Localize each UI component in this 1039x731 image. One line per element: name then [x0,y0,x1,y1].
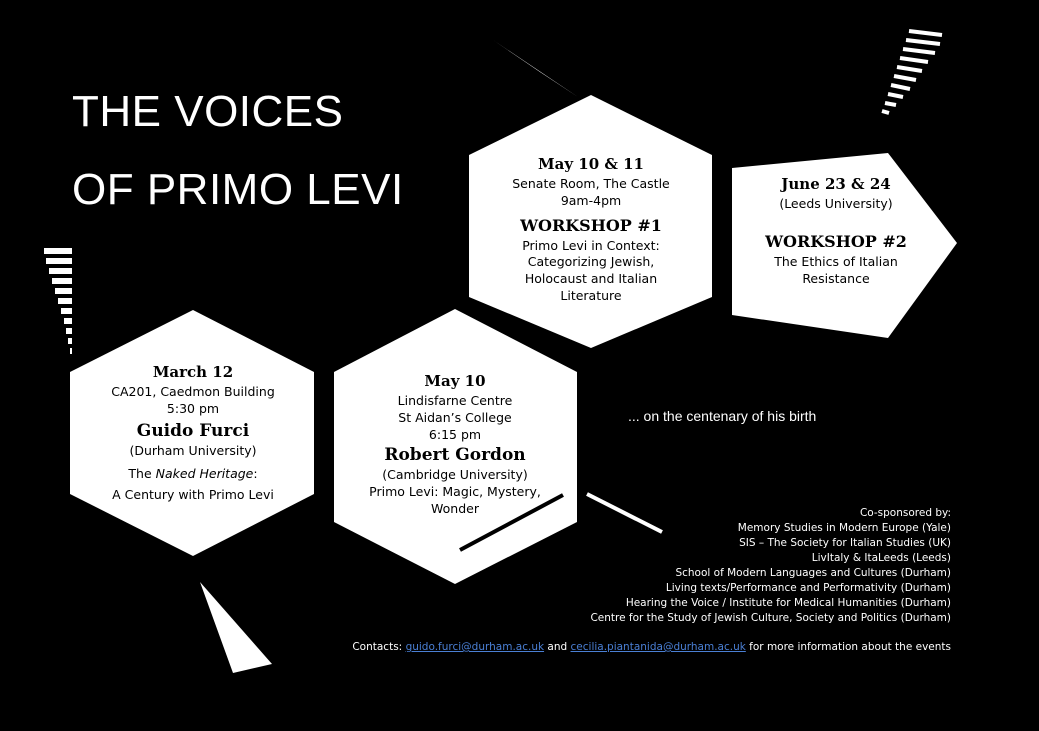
event-venue: CA201, Caedmon Building [111,384,275,400]
workshop-topic-line: Resistance [802,270,870,286]
event-workshop-1 [476,154,706,305]
cosponsor-item: Living texts/Performance and Performativity (Durham) [665,582,951,594]
event-venue-college: St Aidan’s College [398,410,512,426]
contacts-suffix: for more information about the events [749,641,951,653]
workshop-topic-line: Holocaust and Italian [524,271,658,287]
title-line-2: OF PRIMO LEVI [72,165,404,214]
cosponsor-item: Centre for the Study of Jewish Culture, Society and Politics (Durham) [590,612,951,624]
speaker-name: Robert Gordon [384,444,526,465]
event-venue: Senate Room, The Castle [512,176,670,192]
event-venue: Lindisfarne Centre [397,393,513,409]
cosponsor-item: Hearing the Voice / Institute for Medical Humanities (Durham) [625,597,951,609]
event-date: June 23 & 24 [781,175,891,193]
workshop-topic-line: Categorizing Jewish, [527,254,655,270]
tagline: ... on the centenary of his birth [628,408,817,424]
event-time: 6:15 pm [428,427,482,442]
triangle-top-pointer [493,40,578,97]
speaker-affiliation: (Cambridge University) [382,466,528,482]
speaker-affiliation: (Durham University) [129,442,257,458]
event-time: 5:30 pm [166,401,220,417]
talk-title-line-2: Wonder [431,500,479,516]
cosponsors-list [590,506,951,626]
talk-title-suffix: : [253,465,258,481]
event-date: March 12 [152,363,234,381]
contacts-line [352,641,951,653]
contacts-label: Contacts: [352,641,403,653]
striped-triangle-left [44,248,72,354]
workshop-topic-line: The Ethics of Italian [774,253,898,269]
talk-title [80,466,306,483]
workshop-title: WORKSHOP #1 [520,216,662,235]
email-link-guido[interactable]: guido.furci@durham.ac.uk [405,641,545,653]
event-may-10 [340,371,570,517]
cosponsor-item: School of Modern Languages and Cultures (Durham) [675,567,951,579]
speaker-name: Guido Furci [136,421,250,441]
event-march-12 [80,362,306,504]
striped-triangle-right [882,31,942,113]
talk-title-prefix: The [128,465,156,481]
cosponsor-item: Memory Studies in Modern Europe (Yale) [737,522,951,534]
talk-subtitle: A Century with Primo Levi [112,486,274,502]
cosponsor-item: LivItaly & ItaLeeds (Leeds) [811,552,951,564]
cosponsor-item: SIS – The Society for Italian Studies (UK) [739,537,951,549]
event-date: May 10 [424,372,486,390]
email-link-cecilia[interactable]: cecilia.piantanida@durham.ac.uk [570,641,746,653]
talk-title-italic: Naked Heritage [155,465,254,481]
workshop-topic-line: Primo Levi in Context: [522,237,660,253]
workshop-topic-line: Literature [560,288,622,304]
event-venue: (Leeds University) [779,196,893,212]
event-time: 9am-4pm [560,193,622,209]
triangle-bottom-pointer [200,582,272,673]
title-line-1: THE VOICES [72,87,344,136]
event-date: May 10 & 11 [538,155,644,173]
cosponsors-heading: Co-sponsored by: [859,507,951,519]
event-workshop-2 [750,174,922,287]
talk-title: Primo Levi: Magic, Mystery, [369,483,541,499]
workshop-title: WORKSHOP #2 [765,232,907,252]
contacts-joiner: and [547,641,568,653]
